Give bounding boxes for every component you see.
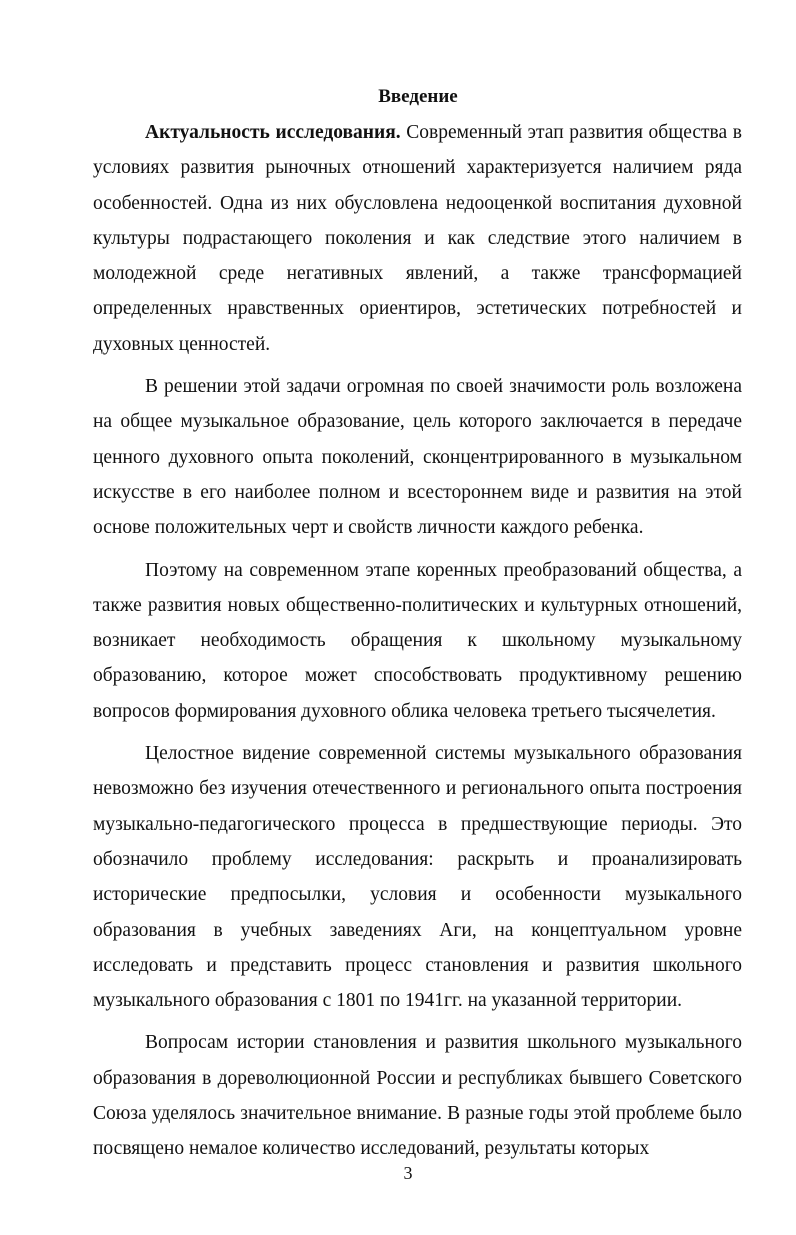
paragraph-transformations: Поэтому на современном этапе коренных преобразований общества, а также развития новых общественно-политических и культурных отношений, возникает необходимость обращения к школьному музыкальному образованию, которое может способствовать продуктивному решению вопросов формирования духовного облика человека третьего тысячелетия. — [93, 559, 742, 722]
page-title: Введение — [378, 86, 458, 107]
paragraph-lead: Актуальность исследования. — [145, 122, 401, 143]
paragraph-text: Современный этап развития общества в условиях развития рыночных отношений характеризуется наличием ряда особенностей. Одна из них обусловлена недооценкой воспитания духовной культуры подрастающего поколения и как следствие этого наличием в молодежной среде негативных явлений, а также трансформацией определенных нравственных ориентиров, эстетических потребностей и духовных ценностей. — [93, 122, 742, 355]
paragraph-problem: Целостное видение современной системы музыкального образования невозможно без изучения отечественного и регионального опыта построения музыкально-педагогического процесса в предшествующие периоды. Это обозначило проблему исследования: раскрыть и проанализировать исторические предпосылки, условия и особенности музыкального образования в учебных заведениях Аги, на концептуальном уровне исследовать и представить процесс становления и развития школьного музыкального образования с 1801 по 1941гг. на указанной территории. — [93, 743, 742, 1012]
body-text — [93, 115, 742, 1167]
page-number: 3 — [403, 1163, 413, 1183]
paragraph-history: Вопросам истории становления и развития школьного музыкального образования в дореволюционной России и республиках бывшего Советского Союза уделялось значительное внимание. В разные годы этой проблеме было посвящено немалое количество исследований, результаты которых — [93, 1032, 742, 1160]
paragraph-relevance — [93, 115, 742, 362]
paragraph-task: В решении этой задачи огромная по своей значимости роль возложена на общее музыкальное образование, цель которого заключается в передаче ценного духовного опыта поколений, сконцентрированного в музыкальном искусстве в его наиболее полном и всестороннем виде и развития на этой основе положительных черт и свойств личности каждого ребенка. — [93, 376, 742, 539]
